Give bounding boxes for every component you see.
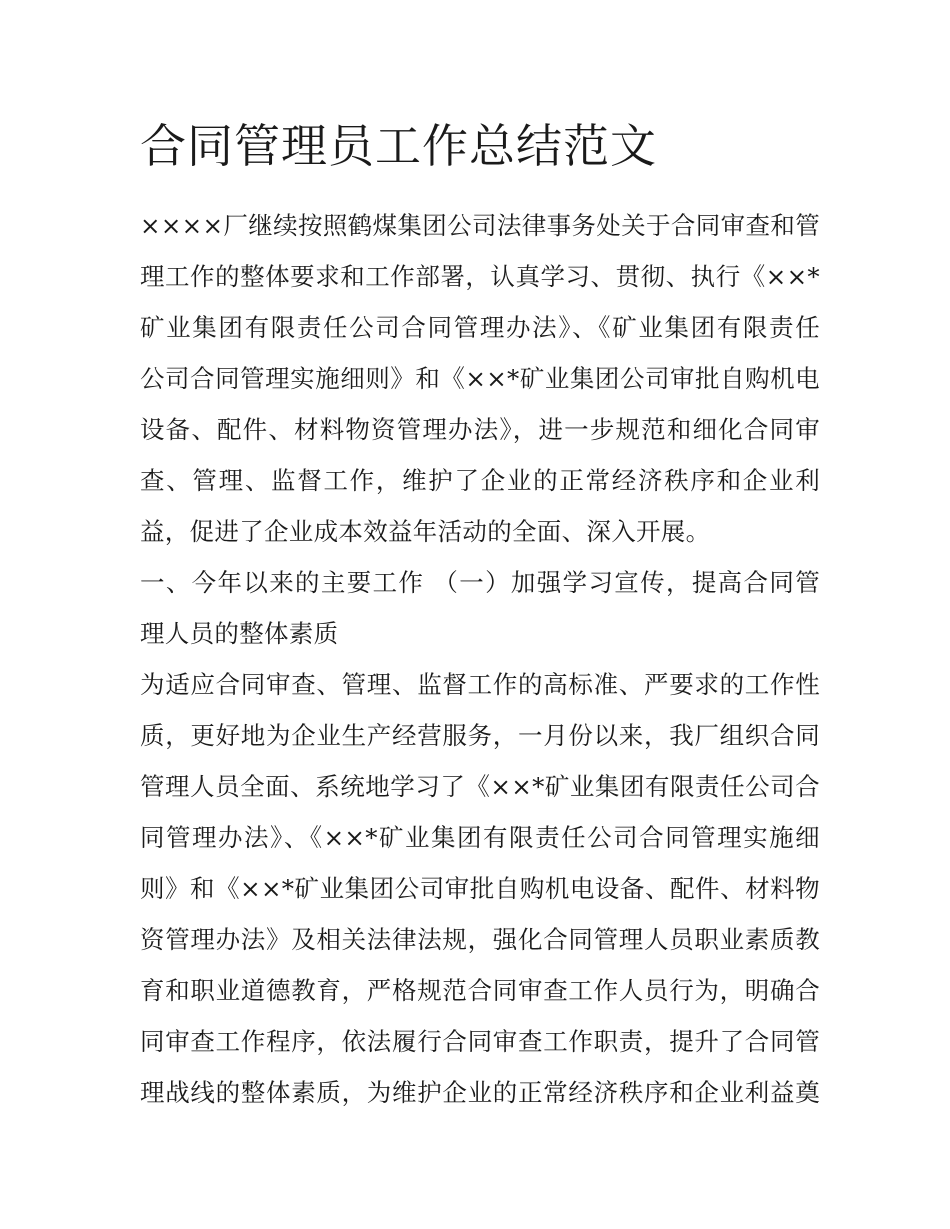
- paragraph-line: 育和职业道德教育，严格规范合同审查工作人员行为，明确合: [140, 976, 820, 1005]
- paragraph-line: 理战线的整体素质，为维护企业的正常经济秩序和企业利益奠: [140, 1078, 820, 1107]
- paragraph-line: 资管理办法》及相关法律法规，强化合同管理人员职业素质教: [140, 925, 820, 954]
- paragraph-line: 管理人员全面、系统地学习了《××*矿业集团有限责任公司合: [140, 772, 820, 801]
- paragraph-line: 为适应合同审查、管理、监督工作的高标准、严要求的工作性: [140, 670, 820, 699]
- paragraph-line: 理工作的整体要求和工作部署，认真学习、贯彻、执行《××*: [140, 262, 820, 291]
- paragraph-line: 公司合同管理实施细则》和《××*矿业集团公司审批自购机电: [140, 364, 820, 393]
- document-body: [140, 200, 820, 1118]
- paragraph-line: 同管理办法》、《××*矿业集团有限责任公司合同管理实施细: [140, 823, 820, 852]
- section-heading-line: 一、今年以来的主要工作 （一）加强学习宣传，提高合同管: [140, 568, 820, 597]
- section-heading-line: 理人员的整体素质: [140, 619, 339, 648]
- paragraph-line: 查、管理、监督工作，维护了企业的正常经济秩序和企业利: [140, 466, 820, 495]
- paragraph-line: 益，促进了企业成本效益年活动的全面、深入开展。: [140, 517, 711, 546]
- paragraph-line: 设备、配件、材料物资管理办法》，进一步规范和细化合同审: [140, 415, 820, 444]
- paragraph-line: 质，更好地为企业生产经营服务，一月份以来，我厂组织合同: [140, 721, 820, 750]
- paragraph-line: 则》和《××*矿业集团公司审批自购机电设备、配件、材料物: [140, 874, 820, 903]
- paragraph-line: 同审查工作程序，依法履行合同审查工作职责，提升了合同管: [140, 1027, 820, 1056]
- paragraph-line: 矿业集团有限责任公司合同管理办法》、《矿业集团有限责任: [140, 313, 820, 342]
- document-title: 合同管理员工作总结范文: [140, 119, 657, 173]
- paragraph-line: ××××厂继续按照鹤煤集团公司法律事务处关于合同审查和管: [140, 211, 820, 240]
